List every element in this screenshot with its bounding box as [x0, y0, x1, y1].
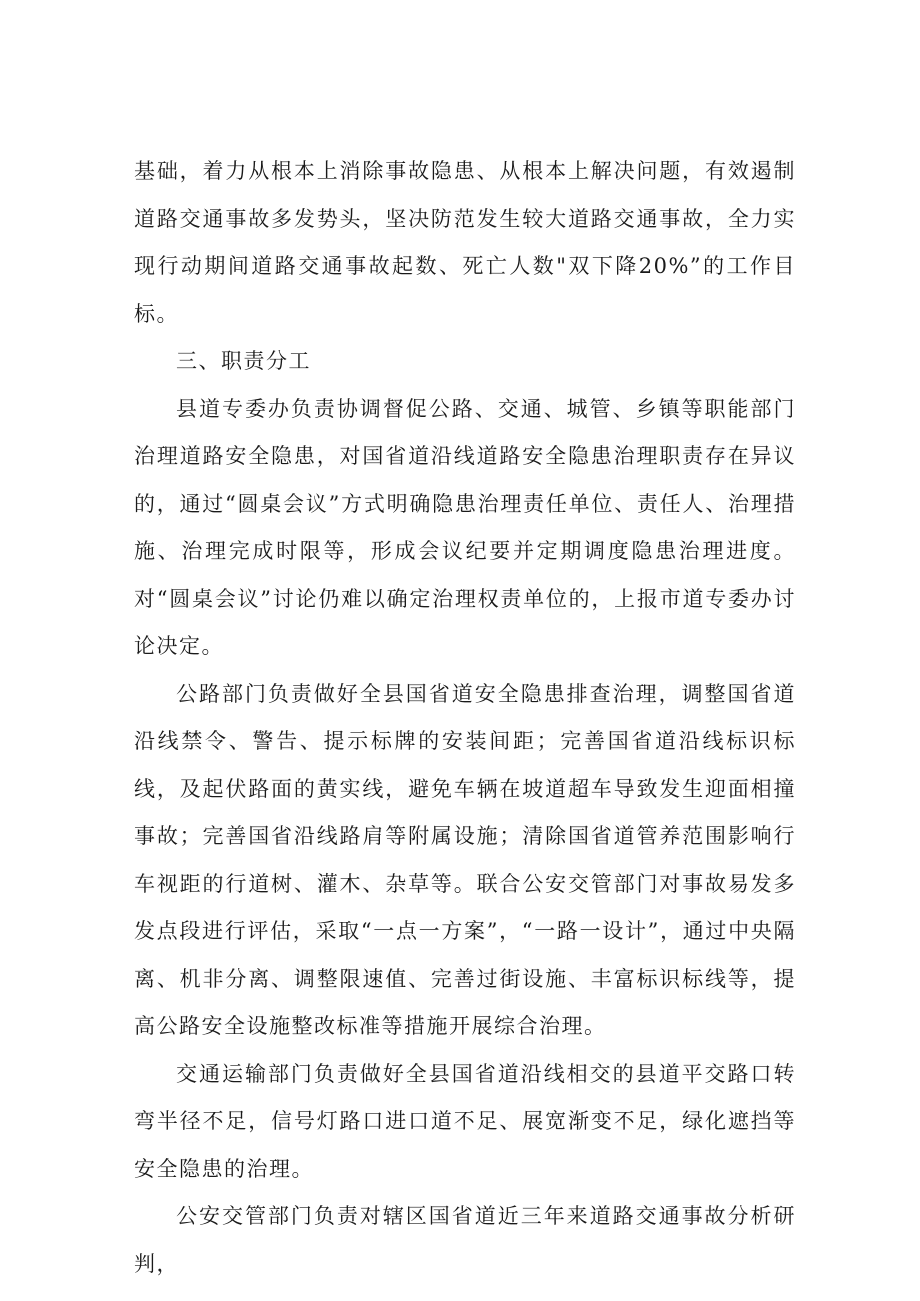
paragraph-transport-department: 交通运输部门负责做好全县国省道沿线相交的县道平交路口转弯半径不足，信号灯路口进口道不足、展宽渐变不足，绿化遮挡等安全隐患的治理。	[134, 1061, 796, 1181]
document-body	[134, 148, 796, 1288]
paragraph-highway-department: 公路部门负责做好全县国省道安全隐患排查治理，调整国省道沿线禁令、警告、提示标牌的安装间距；完善国省道沿线标识标线，及起伏路面的黄实线，避免车辆在坡道超车导致发生迎面相撞事故；完善国省沿线路肩等附属设施；清除国省道管养范围影响行车视距的行道树、灌木、杂草等。联合公安交管部门对事故易发多发点段进行评估，采取“一点一方案”，“一路一设计”，通过中央隔离、机非分离、调整限速值、完善过街设施、丰富标识标线等，提高公路安全设施整改标准等措施开展综合治理。	[134, 681, 796, 1038]
section-heading-responsibilities: 三、职责分工	[176, 349, 311, 373]
paragraph-county-road-committee: 县道专委办负责协调督促公路、交通、城管、乡镇等职能部门治理道路安全隐患，对国省道沿线道路安全隐患治理职责存在异议的，通过“圆桌会议”方式明确隐患治理责任单位、责任人、治理措施、治理完成时限等，形成会议纪要并定期调度隐患治理进度。对“圆桌会议”讨论仍难以确定治理权责单位的，上报市道专委办讨论决定。	[134, 396, 796, 658]
paragraph-intro-continuation: 基础，着力从根本上消除事故隐患、从根本上解决问题，有效遏制道路交通事故多发势头，坚决防范发生较大道路交通事故，全力实现行动期间道路交通事故起数、死亡人数"双下降20%”的工作目标。	[134, 159, 796, 326]
paragraph-traffic-police: 公安交管部门负责对辖区国省道近三年来道路交通事故分析研判，	[134, 1204, 796, 1276]
